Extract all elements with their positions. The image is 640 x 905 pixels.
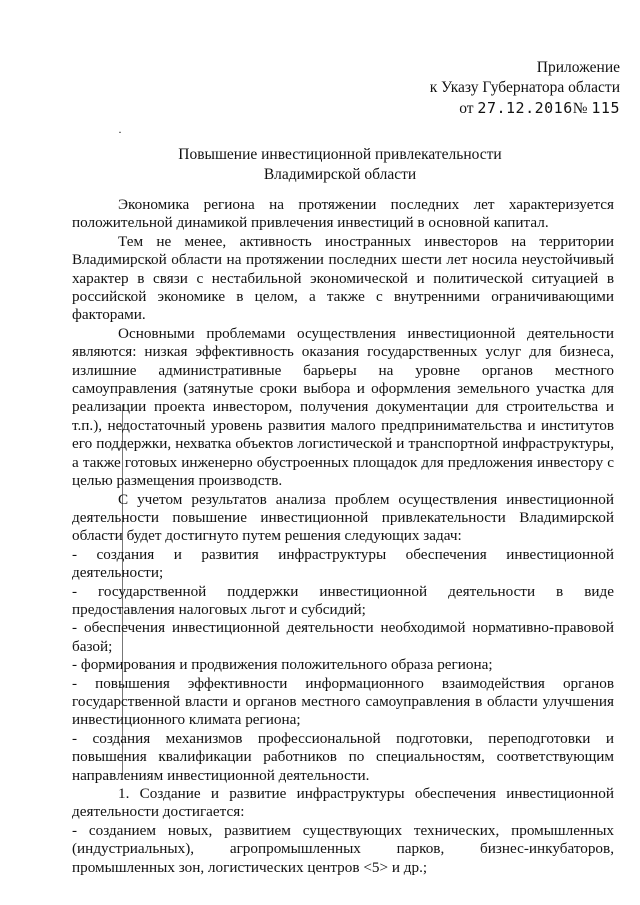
task-item-3: - обеспечения инвестиционной деятельности необходимой нормативно-правовой базой; [72, 619, 614, 655]
decree-number: 115 [591, 99, 620, 117]
document-title [60, 145, 620, 185]
number-sign: № [572, 100, 588, 117]
title-line-2: Владимирской области [263, 166, 417, 183]
paragraph-1: Экономика региона на протяжении последних лет характеризуется положительной динамикой привлечения инвестиций в основной капитал. [72, 196, 614, 232]
title-line-1: Повышение инвестиционной привлекательности [178, 146, 502, 163]
section-1-heading: 1. Создание и развитие инфраструктуры обеспечения инвестиционной деятельности достигается: [72, 785, 614, 821]
paragraph-4: С учетом результатов анализа проблем осуществления инвестиционной деятельности повышение инвестиционной привлекательности Владимирской области будет достигнуто путем решения следующих задач: [72, 490, 614, 545]
task-item-6: - создания механизмов профессиональной подготовки, переподготовки и повышения квалификации работников по специальностям, соответствующим направлениям инвестиционной деятельности. [72, 729, 614, 784]
date-prefix: от [459, 100, 474, 117]
decree-date: 27.12.2016 [477, 99, 573, 117]
scan-dot: · [118, 125, 122, 139]
document-body [72, 196, 614, 877]
task-item-1: - создания и развития инфраструктуры обеспечения инвестиционной деятельности; [72, 545, 614, 582]
paragraph-2: Тем не менее, активность иностранных инвесторов на территории Владимирской области на протяжении последних шести лет носила неустойчивый характер в связи с нестабильной экономической и политической ситуацией в российской экономике в целом, а также с внутренними ограничивающими факторами. [72, 232, 614, 324]
task-item-2: - государственной поддержки инвестиционной деятельности в виде предоставления налоговых льгот и субсидий; [72, 582, 614, 618]
task-item-4: - формирования и продвижения положительного образа региона; [72, 656, 493, 674]
section-1-item-1: - созданием новых, развитием существующих технических, промышленных (индустриальных), агропромышленных парков, бизнес-инкубаторов, промышленных зон, логистических центров <5> и др.; [72, 821, 614, 876]
decree-reference: к Указу Губернатора области [429, 79, 620, 96]
appendix-header [400, 58, 620, 119]
task-item-5: - повышения эффективности информационного взаимодействия органов государственной власти и органов местного самоуправления в области улучшения инвестиционного климата региона; [72, 674, 614, 729]
decree-date-line [400, 98, 620, 119]
paragraph-3: Основными проблемами осуществления инвестиционной деятельности являются: низкая эффективность оказания государственных услуг для бизнеса, излишние административные барьеры на уровне органов местного самоуправления (затянутые сроки выбора и оформления земельного участка для реализации проекта инвестором, получения документации для строительства и т.п.), недостаточный уровень развития малого предпринимательства и институтов его поддержки, нехватка объектов логистической и транспортной инфраструктуры, а также готовых инженерно обустроенных площадок для предложения инвестору с целью размещения производств. [72, 324, 614, 490]
appendix-label: Приложение [536, 59, 620, 76]
